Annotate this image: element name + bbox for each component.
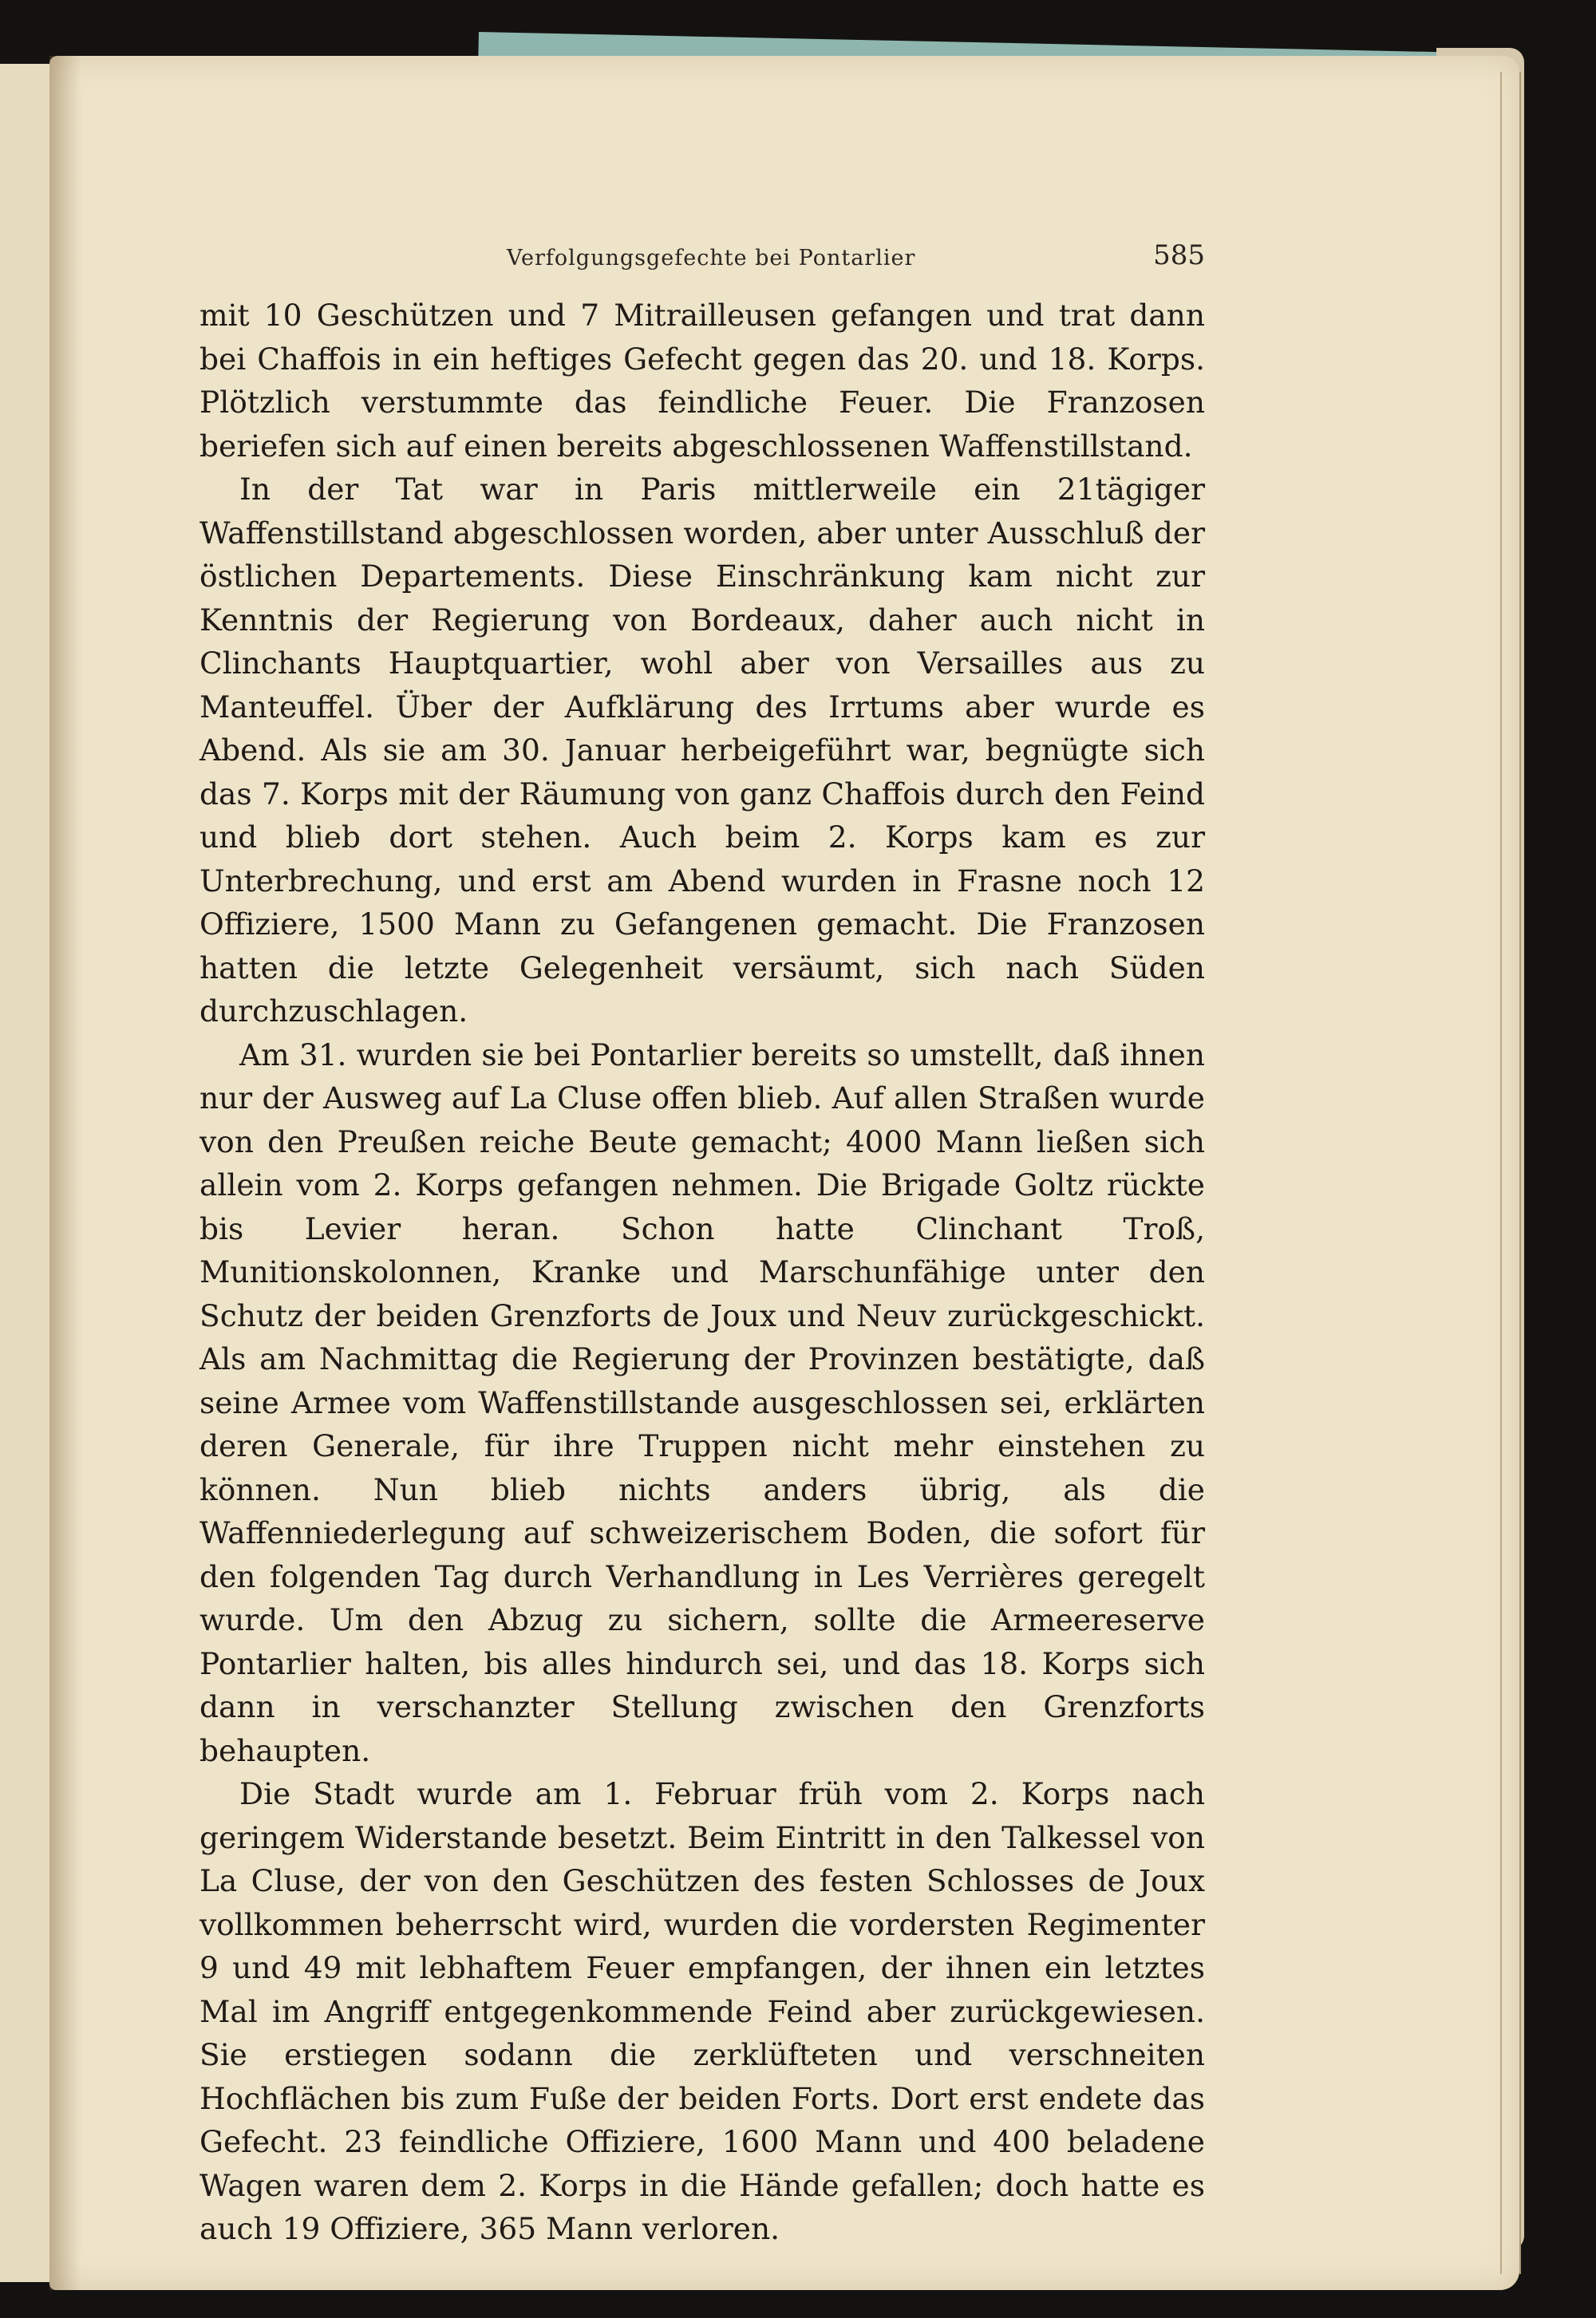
body-text (200, 294, 1205, 2251)
paragraph-4: Die Stadt wurde am 1. Februar früh vom 2. Korps nach geringem Widerstande besetzt. Beim Eintritt in den Talkessel von La Cluse, der von den Geschützen des festen Schlosses de Joux vollkommen beherrscht wird, wurden die vordersten Regimenter 9 und 49 mit lebhaftem Feuer empfangen, der ihnen ein letztes Mal im Angriff entgegenkommende Feind aber zurückgewiesen. Sie erstiegen sodann die zerklüfteten und verschneiten Hochflächen bis zum Fuße der beiden Forts. Dort erst endete das Gefecht. 23 feindliche Offiziere, 1600 Mann und 400 beladene Wagen waren dem 2. Korps in die Hände gefallen; doch hatte es auch 19 Offiziere, 365 Mann verloren. (200, 1776, 1205, 2246)
gutter-shadow (49, 56, 81, 2290)
paragraph-2: In der Tat war in Paris mittlerweile ein 21tägiger Waffenstillstand abgeschlossen worden, aber unter Ausschluß der östlichen Departements. Diese Einschränkung kam nicht zur Kenntnis der Regierung von Bordeaux, daher auch nicht in Clinchants Hauptquartier, wohl aber von Versailles aus zu Manteuffel. Über der Aufklärung des Irrtums aber wurde es Abend. Als sie am 30. Januar herbeigeführt war, begnügte sich das 7. Korps mit der Räumung von ganz Chaffois durch den Feind und blieb dort stehen. Auch beim 2. Korps kam es zur Unterbrechung, und erst am Abend wurden in Frasne noch 12 Offiziere, 1500 Mann zu Gefangenen gemacht. Die Franzosen hatten die letzte Gelegenheit versäumt, sich nach Süden durchzuschlagen. (200, 472, 1205, 1029)
running-header (200, 239, 1205, 279)
page-number: 585 (1153, 239, 1205, 271)
page-edges (1500, 72, 1521, 2274)
paragraph-3: Am 31. wurden sie bei Pontarlier bereits so umstellt, daß ihnen nur der Ausweg auf La Cluse offen blieb. Auf allen Straßen wurde von den Preußen reiche Beute gemacht; 4000 Mann ließen sich allein vom 2. Korps gefangen nehmen. Die Brigade Goltz rückte bis Levier heran. Schon hatte Clinchant Troß, Munitionskolonnen, Kranke und Marschunfähige unter den Schutz der beiden Grenzforts de Joux und Neuv zurückgeschickt. Als am Nachmittag die Regierung der Provinzen bestätigte, daß seine Armee vom Waffenstillstande ausgeschlossen sei, erklärten deren Generale, für ihre Truppen nicht mehr einstehen zu können. Nun blieb nichts anders übrig, als die Waffenniederlegung auf schweizerischem Boden, die sofort für den folgenden Tag durch Verhandlung in Les Verrières geregelt wurde. Um den Abzug zu sichern, sollte die Armeereserve Pontarlier halten, bis alles hindurch sei, und das 18. Korps sich dann in verschanzter Stellung zwischen den Grenzforts behaupten. (200, 1037, 1205, 1768)
running-title: Verfolgungsgefechte bei Pontarlier (507, 246, 916, 270)
paragraph-1: mit 10 Geschützen und 7 Mitrailleusen gefangen und trat dann bei Chaffois in ein heftiges Gefecht gegen das 20. und 18. Korps. Plötzlich verstummte das feindliche Feuer. Die Franzosen beriefen sich auf einen bereits abgeschlossenen Waffenstillstand. (200, 298, 1205, 464)
